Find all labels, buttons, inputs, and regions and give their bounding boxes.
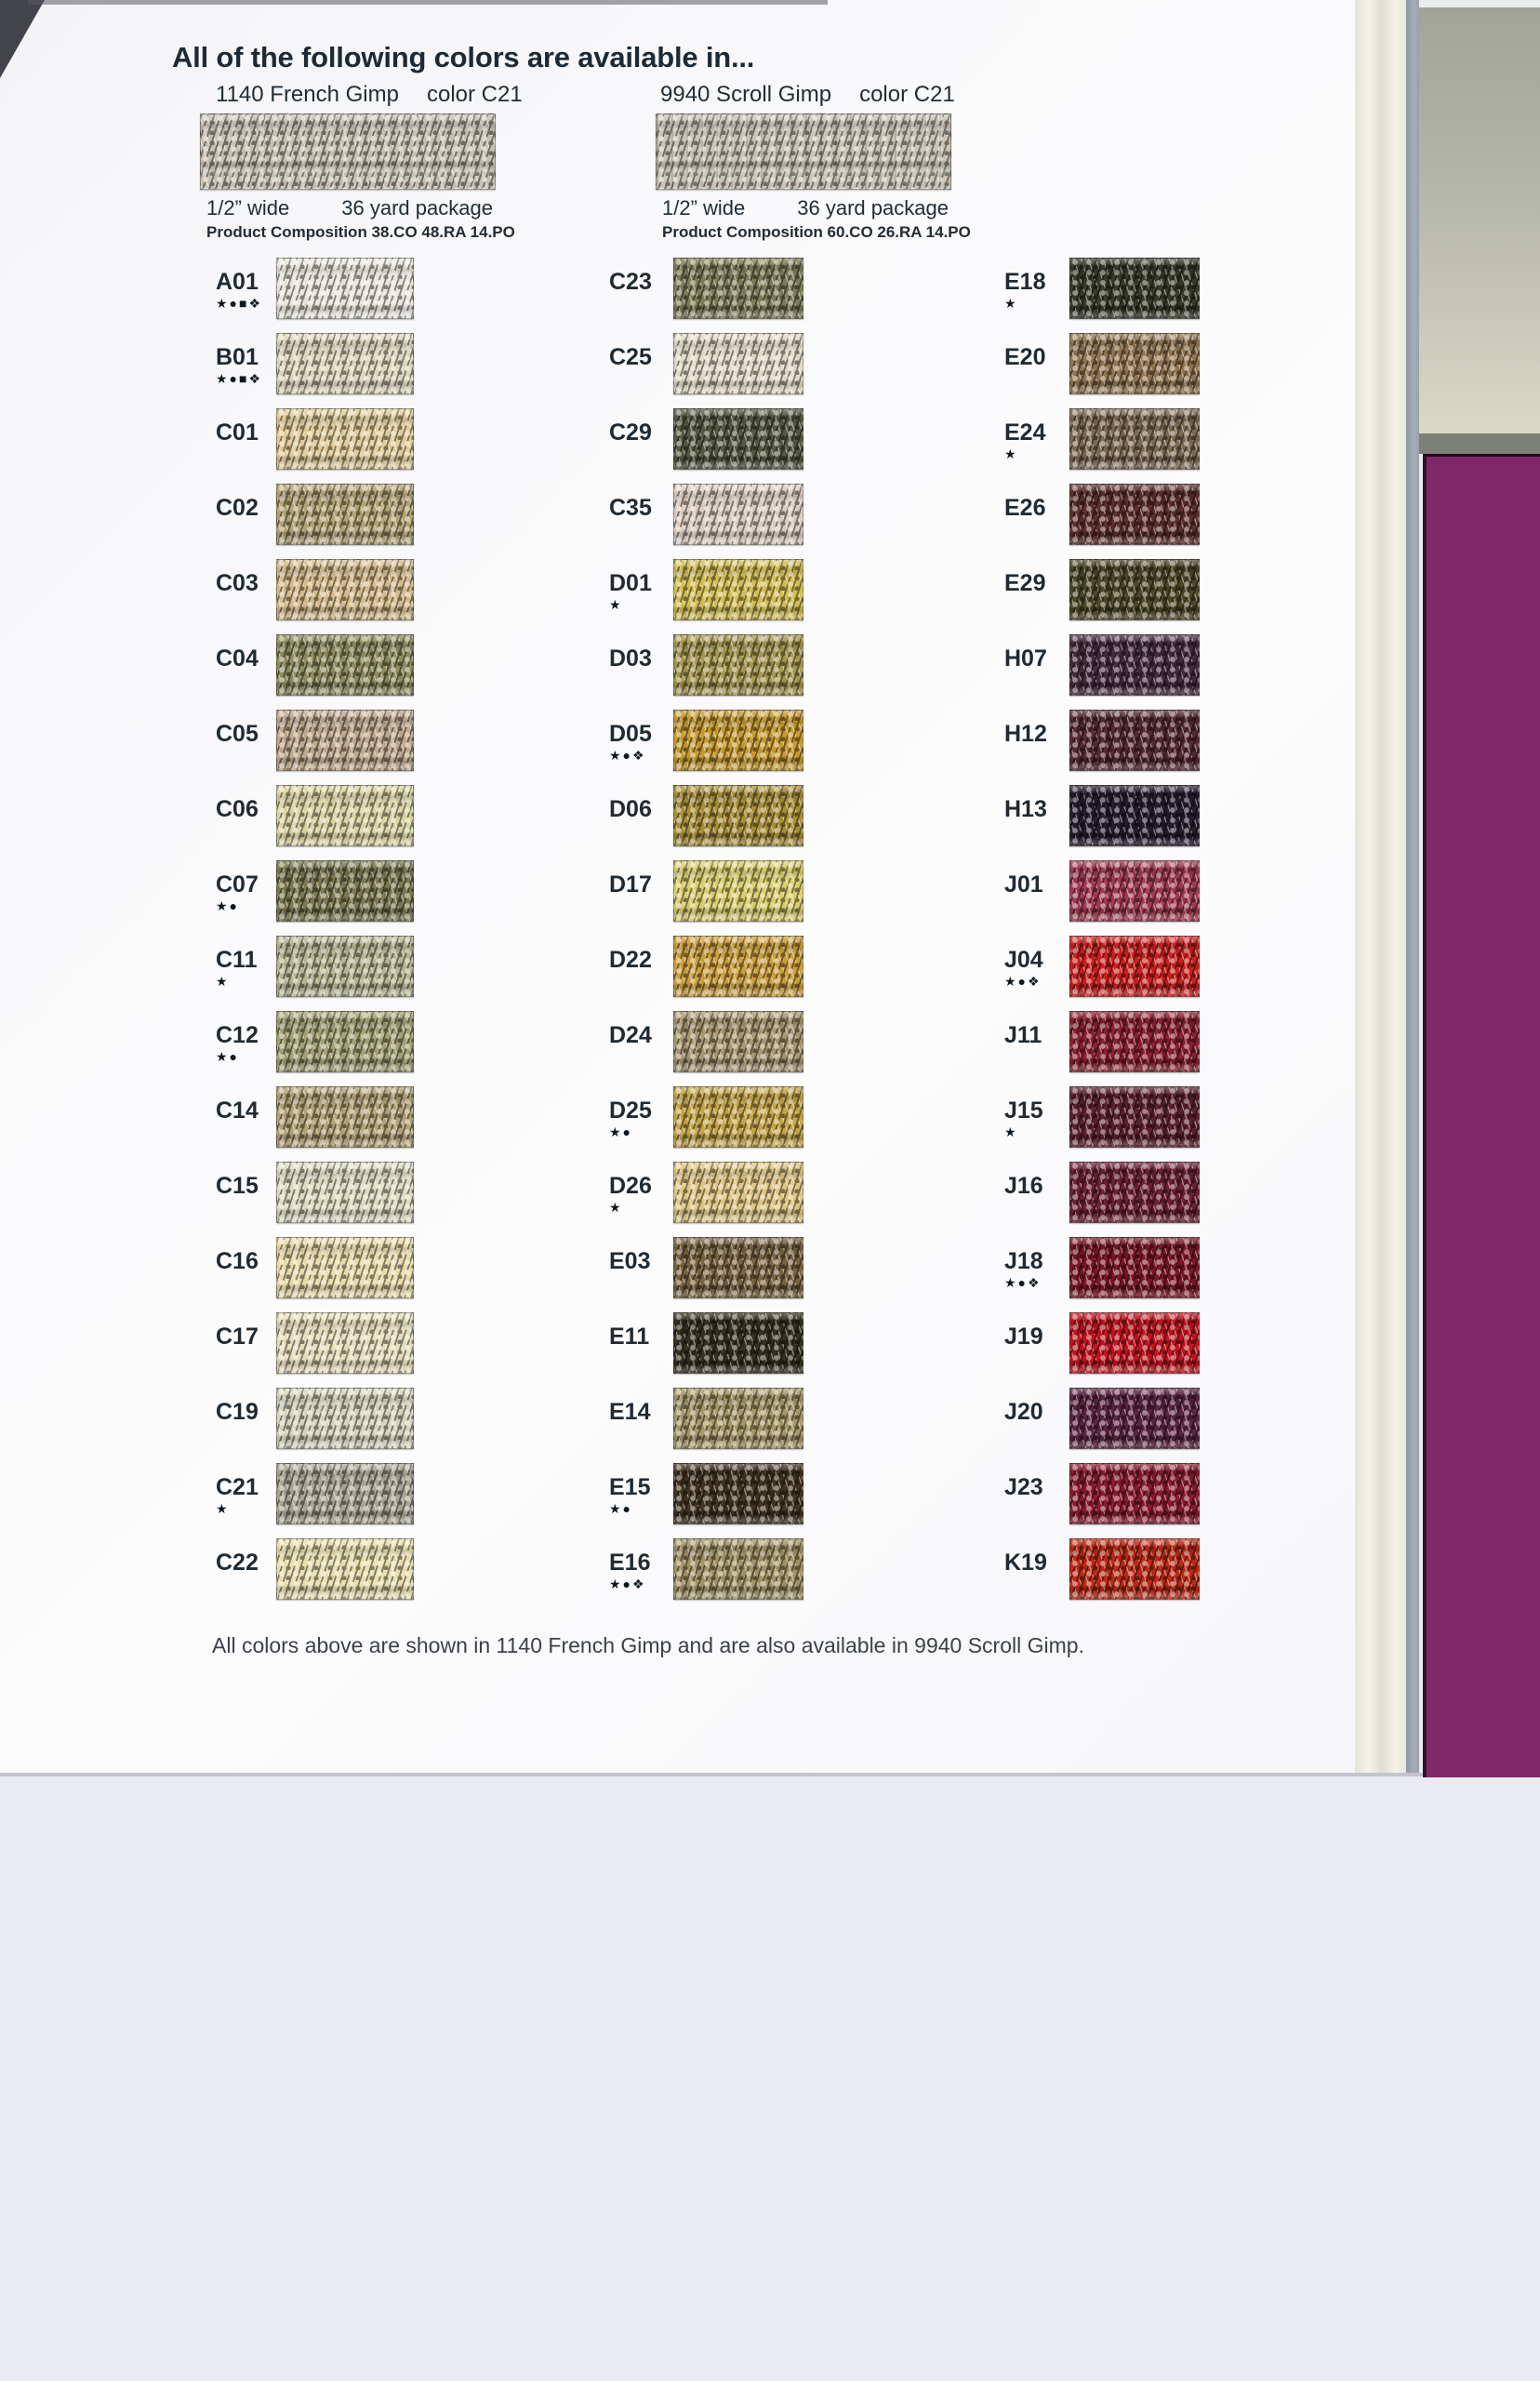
swatch-label <box>1004 949 1062 988</box>
swatch-row <box>216 1086 414 1148</box>
background-purple-panel <box>1423 454 1540 1777</box>
swatch-label <box>1004 572 1062 598</box>
color-swatch-J18 <box>1069 1237 1200 1298</box>
color-swatch-J04 <box>1069 936 1200 997</box>
swatch-label <box>216 1551 273 1577</box>
swatch-row <box>216 1162 414 1223</box>
swatch-row <box>1004 1162 1200 1223</box>
swatch-symbols: ★●❖ <box>609 1576 646 1591</box>
swatch-label <box>216 1325 273 1351</box>
color-swatch-H12 <box>1069 710 1200 771</box>
swatch-code: J15 <box>1004 1097 1043 1124</box>
color-swatch-E16 <box>673 1538 803 1600</box>
swatch-label <box>1004 421 1062 460</box>
binder-spine <box>1406 0 1419 1775</box>
swatch-label <box>216 798 273 824</box>
swatch-symbols: ★ <box>1004 296 1018 311</box>
swatch-row <box>609 1011 803 1072</box>
product-2-package: 36 yard package <box>797 196 949 219</box>
swatch-row <box>1004 785 1200 846</box>
swatch-row <box>1004 408 1200 470</box>
color-swatch-A01 <box>276 258 414 319</box>
swatch-label <box>216 1099 273 1125</box>
swatch-label <box>1004 346 1062 372</box>
swatch-code: C11 <box>216 947 258 973</box>
color-swatch-C17 <box>276 1312 414 1374</box>
color-swatch-C11 <box>276 936 414 997</box>
swatch-row <box>609 1162 803 1223</box>
swatch-code: D17 <box>609 871 652 898</box>
swatch-row <box>609 785 803 846</box>
swatch-code: D06 <box>609 796 652 822</box>
swatch-symbols: ★ <box>609 597 623 612</box>
swatch-label <box>216 1401 273 1427</box>
swatch-row <box>1004 634 1200 696</box>
swatch-label <box>1004 1325 1062 1351</box>
swatch-label <box>216 1175 273 1201</box>
swatch-label <box>1004 873 1062 899</box>
swatch-label <box>609 647 667 673</box>
swatch-code: J19 <box>1004 1324 1043 1350</box>
swatch-code: J16 <box>1004 1173 1043 1199</box>
product-2-spec <box>662 196 949 220</box>
swatch-code: J23 <box>1004 1474 1043 1500</box>
color-swatch-J15 <box>1069 1086 1200 1148</box>
color-swatch-C25 <box>673 333 803 394</box>
swatch-label <box>216 723 273 749</box>
swatch-code: B01 <box>216 344 259 370</box>
swatch-label <box>216 949 273 988</box>
swatch-code: E15 <box>609 1474 651 1500</box>
swatch-column-2 <box>609 258 803 1600</box>
swatch-code: C02 <box>216 495 259 521</box>
swatch-row <box>1004 1538 1200 1600</box>
swatch-row <box>609 559 803 620</box>
color-swatch-D22 <box>673 936 803 997</box>
swatch-code: C29 <box>609 419 652 446</box>
swatch-row <box>216 710 414 771</box>
product-1-header <box>216 82 523 108</box>
color-swatch-K19 <box>1069 1538 1200 1600</box>
product-1-name: 1140 French Gimp <box>216 82 399 107</box>
swatch-code: C16 <box>216 1248 259 1274</box>
color-swatch-C02 <box>276 484 414 545</box>
product-2-name: 9940 Scroll Gimp <box>660 82 832 107</box>
swatch-row <box>609 936 803 997</box>
swatch-code: H12 <box>1004 721 1047 747</box>
swatch-symbols: ★●■❖ <box>216 371 263 386</box>
color-swatch-C05 <box>276 710 414 771</box>
swatch-row <box>216 333 414 394</box>
product-1-width: 1/2” wide <box>206 196 290 219</box>
color-swatch-J23 <box>1069 1463 1200 1524</box>
color-swatch-E15 <box>673 1463 803 1524</box>
swatch-row <box>216 936 414 997</box>
swatch-row <box>1004 333 1200 394</box>
swatch-row <box>609 1237 803 1298</box>
swatch-label <box>216 1024 273 1063</box>
swatch-label <box>609 873 667 899</box>
color-swatch-C15 <box>276 1162 414 1223</box>
product-2-header <box>660 82 955 108</box>
product-2-sample-swatch <box>656 113 951 190</box>
swatch-label <box>216 497 273 523</box>
swatch-label <box>216 346 273 385</box>
swatch-label <box>216 572 273 598</box>
swatch-row <box>1004 710 1200 771</box>
swatch-code: C22 <box>216 1550 259 1576</box>
swatch-code: H13 <box>1004 796 1047 822</box>
swatch-row <box>1004 1463 1200 1524</box>
swatch-code: C19 <box>216 1399 259 1425</box>
swatch-code: J01 <box>1004 871 1043 898</box>
swatch-row <box>609 860 803 922</box>
swatch-label <box>1004 1401 1062 1427</box>
swatch-row <box>216 408 414 470</box>
color-swatch-C21 <box>276 1463 414 1524</box>
color-swatch-C16 <box>276 1237 414 1298</box>
swatch-label <box>1004 647 1062 673</box>
swatch-row <box>609 258 803 319</box>
color-swatch-C03 <box>276 559 414 620</box>
swatch-symbols: ★●❖ <box>609 748 646 763</box>
swatch-label <box>1004 1099 1062 1138</box>
swatch-row <box>1004 1011 1200 1072</box>
swatch-code: D25 <box>609 1097 652 1124</box>
product-1-sample-swatch <box>200 113 496 190</box>
scan-top-edge-artifact <box>28 0 828 5</box>
swatch-code: D24 <box>609 1022 652 1048</box>
color-swatch-C23 <box>673 258 803 319</box>
swatch-row <box>1004 559 1200 620</box>
color-swatch-E11 <box>673 1312 803 1374</box>
color-swatch-E14 <box>673 1388 803 1449</box>
color-swatch-C14 <box>276 1086 414 1148</box>
swatch-code: D01 <box>609 570 652 596</box>
swatch-label <box>609 1175 667 1214</box>
swatch-label <box>609 1250 667 1276</box>
swatch-label <box>1004 1175 1062 1201</box>
swatch-row <box>216 1237 414 1298</box>
swatch-row <box>1004 860 1200 922</box>
swatch-row <box>609 710 803 771</box>
swatch-row <box>609 1388 803 1449</box>
product-1-color-label: color C21 <box>426 82 523 107</box>
swatch-row <box>1004 258 1200 319</box>
swatch-label <box>609 949 667 975</box>
swatch-row <box>609 333 803 394</box>
swatch-row <box>216 860 414 922</box>
swatch-row <box>216 634 414 696</box>
background-dark-band <box>1419 433 1540 454</box>
color-swatch-E20 <box>1069 333 1200 394</box>
color-swatch-H07 <box>1069 634 1200 696</box>
page-title: All of the following colors are available in... <box>172 41 755 73</box>
swatch-label <box>1004 497 1062 523</box>
swatch-label <box>216 1250 273 1276</box>
color-swatch-D24 <box>673 1011 803 1072</box>
swatch-code: E29 <box>1004 570 1046 596</box>
swatch-label <box>609 346 667 372</box>
swatch-label <box>216 271 273 310</box>
footer-note: All colors above are shown in 1140 French Gimp and are also available in 9940 Scroll Gimp. <box>212 1633 1084 1657</box>
color-swatch-D26 <box>673 1162 803 1223</box>
swatch-label <box>1004 271 1062 310</box>
swatch-code: A01 <box>216 269 259 295</box>
color-swatch-E24 <box>1069 408 1200 470</box>
swatch-label <box>1004 1551 1062 1577</box>
product-1-spec <box>206 196 493 220</box>
swatch-row <box>609 484 803 545</box>
swatch-symbols: ★● <box>609 1501 633 1516</box>
swatch-symbols: ★●❖ <box>1004 1275 1042 1290</box>
color-swatch-C19 <box>276 1388 414 1449</box>
color-swatch-C04 <box>276 634 414 696</box>
swatch-symbols: ★ <box>1004 1124 1018 1139</box>
swatch-row <box>1004 1312 1200 1374</box>
color-swatch-C12 <box>276 1011 414 1072</box>
color-swatch-C01 <box>276 408 414 470</box>
color-swatch-C07 <box>276 860 414 922</box>
swatch-code: D05 <box>609 721 652 747</box>
swatch-column-3 <box>1004 258 1200 1600</box>
swatch-label <box>216 1476 273 1515</box>
swatch-label <box>1004 1250 1062 1289</box>
swatch-row <box>216 1011 414 1072</box>
swatch-code: K19 <box>1004 1550 1047 1576</box>
swatch-code: C03 <box>216 570 259 596</box>
swatch-symbols: ★ <box>609 1200 623 1215</box>
swatch-code: H07 <box>1004 645 1047 672</box>
swatch-label <box>609 723 667 762</box>
swatch-label <box>609 1401 667 1427</box>
color-swatch-C29 <box>673 408 803 470</box>
swatch-code: C04 <box>216 645 259 672</box>
swatch-label <box>609 497 667 523</box>
swatch-code: E26 <box>1004 495 1046 521</box>
swatch-label <box>609 421 667 447</box>
swatch-code: J11 <box>1004 1022 1042 1048</box>
swatch-label <box>1004 798 1062 824</box>
swatch-label <box>216 647 273 673</box>
swatch-code: E03 <box>609 1248 651 1274</box>
swatch-symbols: ★● <box>216 1049 240 1064</box>
color-swatch-D25 <box>673 1086 803 1148</box>
color-swatch-E03 <box>673 1237 803 1298</box>
product-1-composition: Product Composition 38.CO 48.RA 14.PO <box>206 223 515 241</box>
swatch-symbols: ★●❖ <box>1004 974 1042 989</box>
color-swatch-C06 <box>276 785 414 846</box>
swatch-symbols: ★● <box>609 1124 633 1139</box>
swatch-label <box>609 1325 667 1351</box>
color-swatch-C22 <box>276 1538 414 1600</box>
color-swatch-C35 <box>673 484 803 545</box>
color-swatch-D01 <box>673 559 803 620</box>
swatch-code: J20 <box>1004 1399 1043 1425</box>
product-2-width: 1/2” wide <box>662 196 746 219</box>
swatch-label <box>1004 723 1062 749</box>
swatch-symbols: ★● <box>216 898 240 913</box>
swatch-label <box>216 421 273 447</box>
swatch-row <box>1004 1237 1200 1298</box>
color-swatch-J19 <box>1069 1312 1200 1374</box>
product-2-color-label: color C21 <box>859 82 955 107</box>
sheet-bottom-edge <box>0 1773 1423 1776</box>
swatch-label <box>609 1476 667 1515</box>
swatch-row <box>216 1463 414 1524</box>
swatch-label <box>609 1099 667 1138</box>
swatch-row <box>1004 936 1200 997</box>
swatch-label <box>609 271 667 297</box>
swatch-label <box>609 1551 667 1590</box>
swatch-row <box>1004 1086 1200 1148</box>
swatch-label <box>1004 1476 1062 1502</box>
swatch-code: E24 <box>1004 419 1046 446</box>
color-swatch-J16 <box>1069 1162 1200 1223</box>
swatch-code: E11 <box>609 1324 650 1350</box>
swatch-code: C12 <box>216 1022 259 1048</box>
swatch-symbols: ★ <box>216 1501 230 1516</box>
swatch-code: D26 <box>609 1173 652 1199</box>
swatch-row <box>609 634 803 696</box>
swatch-column-1 <box>216 258 414 1600</box>
product-1-package: 36 yard package <box>341 196 493 219</box>
swatch-code: C05 <box>216 721 259 747</box>
color-swatch-D03 <box>673 634 803 696</box>
color-swatch-E29 <box>1069 559 1200 620</box>
swatch-row <box>609 408 803 470</box>
swatch-row <box>1004 1388 1200 1449</box>
swatch-symbols: ★ <box>1004 446 1018 461</box>
swatch-row <box>216 785 414 846</box>
swatch-row <box>216 484 414 545</box>
swatch-code: D22 <box>609 947 652 973</box>
swatch-symbols: ★ <box>216 974 230 989</box>
swatch-code: C21 <box>216 1474 259 1500</box>
swatch-code: C01 <box>216 419 259 446</box>
product-2-composition: Product Composition 60.CO 26.RA 14.PO <box>662 223 971 241</box>
swatch-row <box>216 1538 414 1600</box>
color-swatch-H13 <box>1069 785 1200 846</box>
swatch-code: C14 <box>216 1097 259 1124</box>
page-edge-curl <box>1355 0 1406 1775</box>
swatch-row <box>609 1312 803 1374</box>
color-swatch-D05 <box>673 710 803 771</box>
swatch-code: D03 <box>609 645 652 672</box>
swatch-code: E18 <box>1004 269 1046 295</box>
swatch-code: E20 <box>1004 344 1046 370</box>
swatch-symbols: ★●■❖ <box>216 296 263 311</box>
swatch-label <box>609 572 667 611</box>
color-swatch-D06 <box>673 785 803 846</box>
swatch-code: J04 <box>1004 947 1043 973</box>
swatch-code: C25 <box>609 344 652 370</box>
color-swatch-J11 <box>1069 1011 1200 1072</box>
swatch-row <box>609 1463 803 1524</box>
swatch-row <box>216 1312 414 1374</box>
swatch-code: C15 <box>216 1173 259 1199</box>
swatch-row <box>1004 484 1200 545</box>
swatch-code: E16 <box>609 1550 651 1576</box>
swatch-row <box>216 1388 414 1449</box>
swatch-code: C06 <box>216 796 259 822</box>
swatch-row <box>216 258 414 319</box>
swatch-code: C17 <box>216 1324 259 1350</box>
swatch-row <box>609 1538 803 1600</box>
swatch-label <box>216 873 273 912</box>
swatch-code: C23 <box>609 269 652 295</box>
swatch-row <box>609 1086 803 1148</box>
swatch-row <box>216 559 414 620</box>
swatch-code: J18 <box>1004 1248 1043 1274</box>
scan-corner-artifact <box>0 0 45 78</box>
swatch-code: C35 <box>609 495 652 521</box>
swatch-code: E14 <box>609 1399 651 1425</box>
swatch-label <box>609 1024 667 1050</box>
swatch-code: C07 <box>216 871 259 898</box>
swatch-label <box>609 798 667 824</box>
swatch-label <box>1004 1024 1062 1050</box>
color-swatch-E26 <box>1069 484 1200 545</box>
color-swatch-B01 <box>276 333 414 394</box>
color-swatch-J20 <box>1069 1388 1200 1449</box>
color-swatch-E18 <box>1069 258 1200 319</box>
color-swatch-J01 <box>1069 860 1200 922</box>
color-swatch-D17 <box>673 860 803 922</box>
background-gray-panel <box>1419 7 1540 433</box>
